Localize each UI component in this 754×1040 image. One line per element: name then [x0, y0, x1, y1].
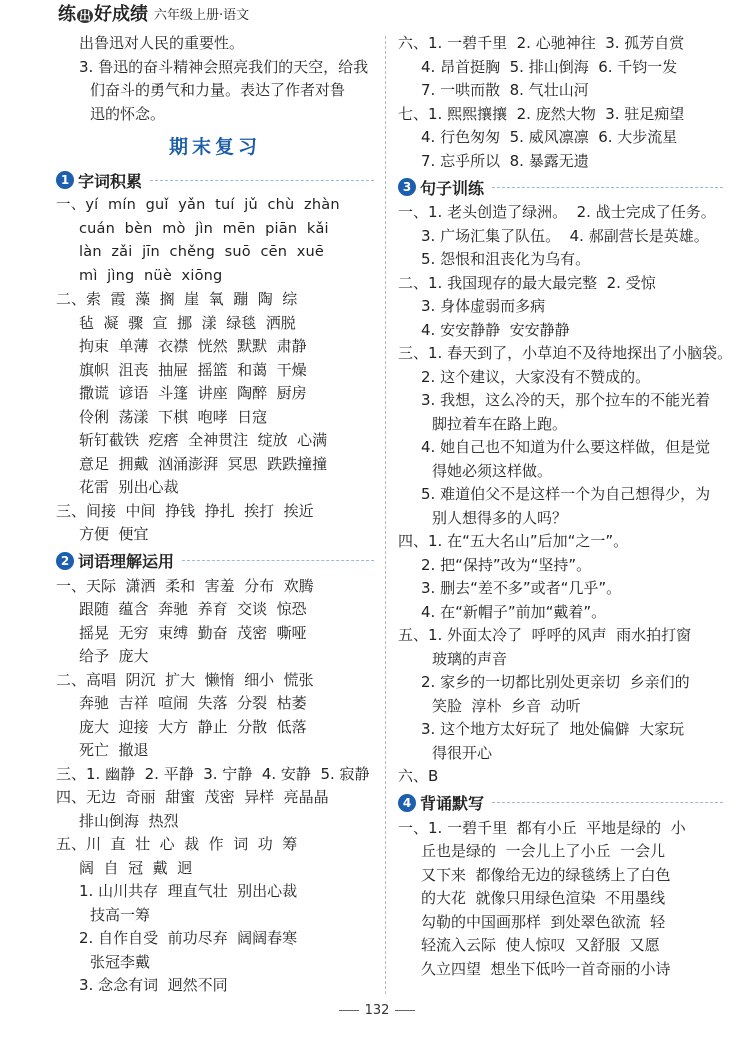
- text-line: 3. 念念有词 迥然不同: [79, 976, 228, 994]
- text-line: 死亡 撤退: [79, 741, 149, 759]
- page-header: [58, 2, 249, 24]
- text-line: 们奋斗的勇气和力量。表达了作者对鲁: [90, 81, 346, 99]
- text-line: 2. 这个建议，大家没有不赞成的。: [421, 367, 651, 386]
- text-line: cuán bèn mò jìn mēn piān kǎi: [79, 220, 329, 237]
- text-line: 三、1. 幽静 2. 平静 3. 宁静 4. 安静 5. 寂静: [56, 764, 370, 783]
- subject-label: 六年级上册·语文: [154, 7, 250, 23]
- section-number: 3: [398, 178, 416, 196]
- text-line: 的大花 就像只用绿色渲染 不用墨线: [421, 889, 666, 907]
- text-line: 3. 删去“差不多”或者“几乎”。: [421, 579, 622, 597]
- text-line: 5. 怨恨和沮丧化为乌有。: [421, 250, 591, 268]
- text-line: 3. 我想，这么冷的天，那个拉车的不能光着: [421, 391, 711, 409]
- text-line: 二、索 霞 藻 搁 崖 氧 蹦 陶 综: [56, 290, 298, 308]
- text-line: 三、间接 中间 挣钱 挣扎 挨打 挨近: [56, 501, 314, 520]
- section-title: 词语理解运用: [78, 552, 175, 571]
- text-line: 技高一筹: [90, 905, 151, 924]
- text-line: 意足 拥戴 汹涌澎湃 冥思 跌跌撞撞: [79, 454, 328, 473]
- section-heading: [398, 789, 723, 817]
- text-line: 久立四望 想坐下低吟一首奇丽的小诗: [421, 959, 671, 978]
- text-line: 伶俐 荡漾 下棋 咆哮 日寇: [79, 407, 268, 426]
- section-heading: [398, 173, 723, 201]
- text-line: 4. 在“新帽子”前加“戴着”。: [421, 602, 607, 621]
- text-line: 三、1. 春天到了，小草迫不及待地探出了小脑袋。: [398, 344, 733, 362]
- section-number: 2: [56, 552, 74, 570]
- text-line: 4. 行色匆匆 5. 威风凛凛 6. 大步流星: [421, 128, 678, 146]
- text-line: 拘束 单薄 衣襟 恍然 默默 肃静: [79, 337, 307, 355]
- text-line: 二、高唱 阴沉 扩大 懒惰 细小 慌张: [56, 670, 314, 689]
- text-line: 勾勒的中国画那样 到处翠色欲流 轻: [421, 912, 666, 931]
- text-line: 五、1. 外面太冷了 呼呼的风声 雨水拍打窗: [398, 626, 692, 644]
- text-line: 4. 安安静静 安安静静: [421, 320, 570, 339]
- text-line: 2. 家乡的一切都比别处更亲切 乡亲们的: [421, 673, 690, 691]
- text-line: 3. 鲁迅的奋斗精神会照亮我们的天空，给我: [79, 57, 369, 76]
- text-line: 3. 身体虚弱而多病: [421, 297, 546, 315]
- text-line: 跟随 蕴含 奔驰 养育 交谈 惊恐: [79, 600, 307, 618]
- text-line: 奔驰 吉祥 喧闹 失落 分裂 枯萎: [79, 694, 307, 712]
- text-line: 2. 自作自受 前功尽弃 阔阔春寒: [79, 929, 298, 947]
- text-line: 五、川 直 壮 心 裁 作 词 功 筹: [56, 835, 298, 853]
- text-line: 排山倒海 热烈: [79, 811, 179, 830]
- section-rule: [492, 802, 723, 803]
- text-line: 六、1. 一碧千里 2. 心驰神往 3. 孤芳自赏: [398, 34, 685, 52]
- left-column: [56, 32, 374, 998]
- text-line: 阔 自 冠 戴 迥: [79, 858, 193, 877]
- text-line: 七、1. 熙熙攘攘 2. 庞然大物 3. 驻足痴望: [398, 104, 685, 123]
- column-divider: [385, 36, 386, 994]
- text-line: 得很开心: [432, 743, 493, 762]
- text-line: 六、B: [398, 767, 439, 785]
- text-line: 3. 这个地方太好玩了 地处偏僻 大家玩: [421, 720, 685, 738]
- text-line: 4. 昂首挺胸 5. 排山倒海 6. 千钧一发: [421, 57, 678, 76]
- text-line: 2. 把“保持”改为“坚持”。: [421, 555, 592, 574]
- text-line: 张冠李戴: [90, 952, 151, 971]
- text-line: 摇晃 无穷 束缚 勤奋 茂密 嘶哑: [79, 623, 307, 642]
- text-line: 玻璃的声音: [432, 649, 508, 668]
- text-line: 撒谎 谚语 斗篷 讲座 陶醉 厨房: [79, 384, 307, 402]
- text-line: 庞大 迎接 大方 静止 分散 低落: [79, 717, 307, 736]
- text-line: 一、1. 一碧千里 都有小丘 平地是绿的 小: [398, 818, 686, 837]
- text-line: 丘也是绿的 一会儿上了小丘 一会儿: [421, 842, 666, 860]
- section-heading: [56, 166, 374, 194]
- text-line: 出鲁迅对人民的重要性。: [79, 34, 245, 52]
- text-line: 四、无边 奇丽 甜蜜 茂密 异样 亮晶晶: [56, 788, 329, 806]
- text-line: 别人想得多的人吗？: [432, 508, 568, 527]
- text-line: 给予 庞大: [79, 647, 149, 665]
- right-column: [398, 32, 733, 981]
- text-line: 又下来 都像给无边的绿毯绣上了白色: [421, 865, 671, 884]
- page-footer: [0, 1003, 754, 1018]
- text-line: 方便 便宜: [79, 525, 149, 543]
- text-line: 7. 一哄而散 8. 气壮山河: [421, 81, 589, 99]
- section-number: 4: [398, 794, 416, 812]
- text-line: 5. 难道伯父不是这样一个为自己想得少，为: [421, 485, 711, 503]
- text-line: 毡 凝 骤 宣 挪 漾 绿毯 洒脱: [79, 313, 296, 332]
- text-line: 一、yí mín guǐ yǎn tuí jǔ chù zhàn: [56, 197, 340, 213]
- section-rule: [150, 180, 374, 181]
- text-line: mì jìng nüè xiōng: [79, 267, 223, 284]
- text-line: 得她必须这样做。: [432, 461, 553, 480]
- section-rule: [182, 560, 374, 561]
- text-line: 旗帜 沮丧 抽屉 摇篮 和蔼 干燥: [79, 360, 307, 379]
- page-number: 132: [333, 1003, 422, 1018]
- text-line: 花雷 别出心裁: [79, 478, 179, 496]
- section-heading: [56, 547, 374, 575]
- text-line: 四、1. 在“五大名山”后加“之一”。: [398, 532, 629, 550]
- section-rule: [492, 187, 723, 188]
- brand-logo: 练出 好成绩: [58, 4, 149, 25]
- text-line: 一、天际 潇洒 柔和 害羞 分布 欢腾: [56, 576, 314, 595]
- text-line: 3. 广场汇集了队伍。 4. 郝副营长是英雄。: [421, 226, 709, 245]
- section-title: 背诵默写: [420, 794, 485, 813]
- text-line: 斩钉截铁 疙瘩 全神贯注 绽放 心满: [79, 431, 328, 449]
- section-number: 1: [56, 171, 74, 189]
- text-line: 一、1. 老头创造了绿洲。 2. 战士完成了任务。: [398, 203, 716, 221]
- text-line: 1. 山川共存 理直气壮 别出心裁: [79, 882, 298, 900]
- text-line: 4. 她自己也不知道为什么要这样做，但是觉: [421, 438, 711, 456]
- main-title: 期末复习: [168, 136, 261, 158]
- text-line: 笑脸 淳朴 乡音 动听: [432, 696, 581, 715]
- text-line: 脚拉着车在路上跑。: [432, 414, 568, 433]
- section-title: 句子训练: [420, 178, 485, 198]
- text-line: làn zǎi jīn chěng suō cēn xuē: [79, 244, 325, 260]
- text-line: 二、1. 我国现存的最大最完整 2. 受惊: [398, 273, 656, 292]
- text-line: 轻流入云际 使人惊叹 又舒服 又愿: [421, 936, 660, 954]
- text-line: 迅的怀念。: [90, 104, 166, 123]
- section-title: 字词积累: [78, 171, 143, 191]
- text-line: 7. 忘乎所以 8. 暴露无遗: [421, 151, 589, 170]
